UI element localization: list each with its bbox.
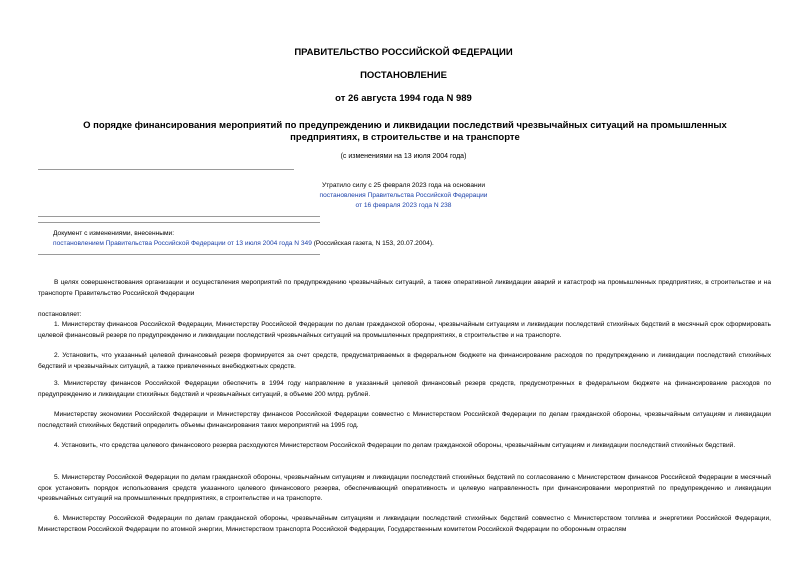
changes-note: (с изменениями на 13 июля 2004 года) <box>340 153 467 160</box>
paragraph-3b <box>38 410 771 431</box>
divider-line <box>38 254 320 255</box>
paragraph-5 <box>38 473 771 505</box>
document-date-number: от 26 августа 1994 года N 989 <box>335 93 472 104</box>
amendment-link[interactable]: постановлением Правительства Российской Федерации от 13 июля 2004 года N 349 <box>53 240 312 247</box>
document-title: О порядке финансирования мероприятий по предупреждению и ликвидации последствий чрезвычайных ситуаций на промышленных предприятиях, в строительстве и на транспорте <box>83 120 727 143</box>
paragraph-5-text: 5. Министерству Российской Федерации по делам гражданской обороны, чрезвычайным ситуациям и ликвидации последствий стихийных бедствий по согласованию с Министерством финансов Российской Федерации в месячный срок установить порядок использования средств указанного целевого финансового резерва, обеспечивающий оперативность и целевую направленность при финансировании мероприятий по предупреждению и ликвидации чрезвычайных ситуаций на промышленных предприятиях, в строительстве и на транспорте. <box>38 474 771 503</box>
paragraph-4-text: 4. Установить, что средства целевого финансового резерва расходуются Министерством Российской Федерации по делам гражданской обороны, чрезвычайным ситуациям и ликвидации последствий стихийных бедствий. <box>54 442 736 449</box>
paragraph-6 <box>38 514 771 535</box>
paragraph-6-text: 6. Министерству Российской Федерации по делам гражданской обороны, чрезвычайным ситуациям и ликвидации последствий стихийных бедствий совместно с Министерством топлива и энергетики Российской Федерации, Министерством Российской Федерации по атомной энергии, Министерством транспорта Российской Федерации, Государственным комитетом Российской Федерации по оборонным отраслям <box>38 515 771 533</box>
paragraph-4 <box>38 441 771 452</box>
revocation-text: Утратило силу с 25 февраля 2023 года на основании <box>321 182 486 189</box>
decree-word <box>38 310 771 321</box>
document-type: ПОСТАНОВЛЕНИЕ <box>360 70 447 81</box>
divider-line <box>38 216 320 217</box>
decree-text: постановляет: <box>38 311 82 318</box>
amendment-source: (Российская газета, N 153, 20.07.2004). <box>311 240 434 247</box>
amendments-intro: Документ с изменениями, внесенными: <box>53 230 175 237</box>
paragraph-3b-text: Министерству экономики Российской Федерации и Министерству финансов Российской Федерации совместно с Министерством Российской Федерации по делам гражданской обороны, чрезвычайным ситуациям и ликвидации последствий стихийных бедствий определить объемы финансирования таких мероприятий на 1995 год. <box>38 411 771 429</box>
paragraph-3 <box>38 379 771 400</box>
preamble <box>38 278 771 299</box>
paragraph-2-text: 2. Установить, что указанный целевой финансовый резерв формируется за счет средств, предусматриваемых в федеральном бюджете на финансирование расходов по предупреждению и ликвидации последствий стихийных бедствий и чрезвычайных ситуаций, а также привлеченных внебюджетных средств. <box>38 352 771 370</box>
revocation-link-decree[interactable]: постановления Правительства Российской Федерации <box>319 192 488 199</box>
divider-line <box>38 222 320 223</box>
revocation-note <box>0 181 807 211</box>
divider-line <box>38 169 294 170</box>
amendments-line <box>53 239 773 249</box>
amendments-block <box>53 229 773 249</box>
issuing-authority: ПРАВИТЕЛЬСТВО РОССИЙСКОЙ ФЕДЕРАЦИИ <box>294 47 513 58</box>
revocation-link-date[interactable]: от 16 февраля 2023 года N 238 <box>355 202 452 209</box>
paragraph-1-text: 1. Министерству финансов Российской Федерации, Министерству Российской Федерации по делам гражданской обороны, чрезвычайным ситуациям и ликвидации последствий стихийных бедствий в месячный срок сформировать целевой финансовый резерв по предупреждению и ликвидации последствий чрезвычайных ситуаций на промышленных предприятиях, в строительстве и на транспорте. <box>38 321 771 339</box>
paragraph-3-text: 3. Министерству финансов Российской Федерации обеспечить в 1994 году направление в указанный целевой финансовый резерв средств, предусмотренных в федеральном бюджете на финансирование расходов по предупреждению и ликвидации стихийных бедствий и чрезвычайных ситуаций, в объеме 200 млрд. рублей. <box>38 380 771 398</box>
paragraph-1 <box>38 320 771 341</box>
paragraph-2 <box>38 351 771 372</box>
preamble-text: В целях совершенствования организации и осуществления мероприятий по предупреждению чрезвычайных ситуаций, а также оперативной ликвидации аварий и катастроф на промышленных предприятиях, в строительстве и на транспорте Правительство Российской Федерации <box>38 279 771 297</box>
